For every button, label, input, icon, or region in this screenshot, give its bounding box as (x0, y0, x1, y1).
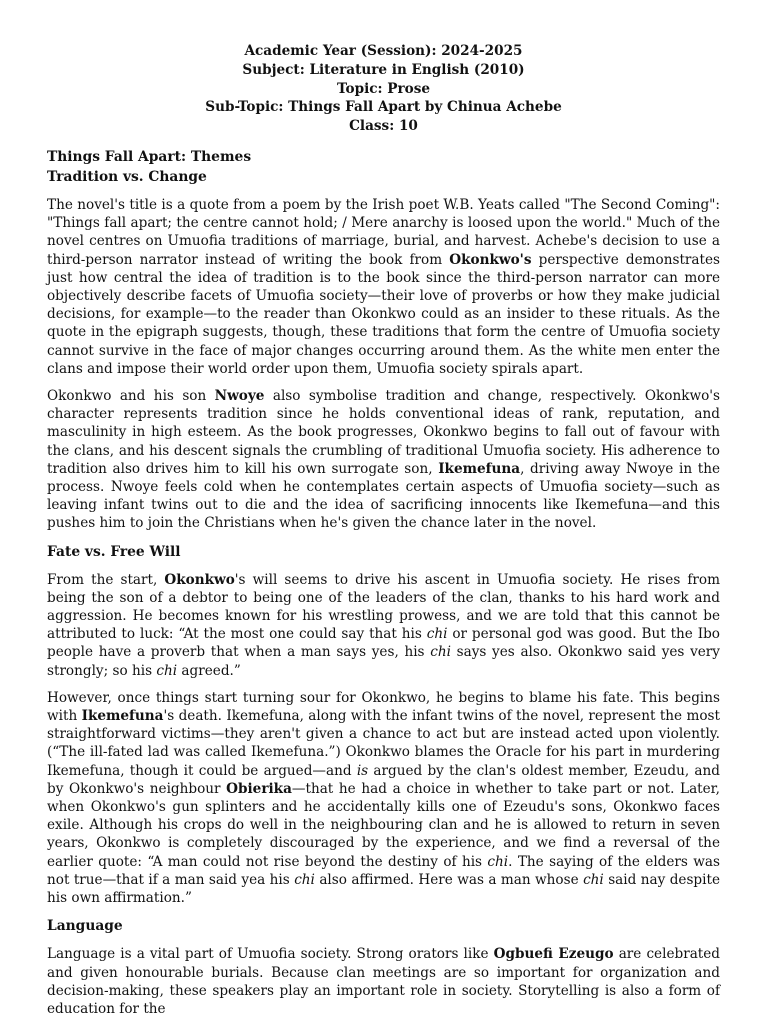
topic: Topic: Prose (336, 80, 431, 97)
name-nwoye: Nwoye (214, 388, 265, 405)
paragraph-fate-1: From the start, Okonkwo's will seems to drive his ascent in Umuofia society. He rises from being the son of a debtor to being one of the leaders of the clan, thanks to his hard work and aggression. He becomes known for his wrestling prowess, and we are told that this cannot be attributed to luck: “At the most one could say that his chi or personal god was good. But the Ibo people have a proverb that when a man says yes, his chi says yes also. Okonkwo said yes very strongly; so his chi agreed.” (47, 571, 720, 679)
name-okonkwo: Okonkwo (164, 571, 235, 588)
sub-topic: Sub-Topic: Things Fall Apart by Chinua Achebe (205, 99, 562, 116)
document-header (47, 42, 720, 136)
paragraph-tradition-2: Okonkwo and his son Nwoye also symbolise tradition and change, respectively. Okonkwo's character represents tradition since he holds conventional ideas of rank, reputation, and masculinity in high esteem. As the book progresses, Okonkwo begins to fall out of favour with the clans, and his descent signals the crumbling of traditional Umuofia society. His adherence to tradition also drives him to kill his own surrogate son, Ikemefuna, driving away Nwoye in the process. Nwoye feels cold when he contemplates certain aspects of Umuofia society—such as leaving infant twins out to die and the idea of sacrificing innocents like Ikemefuna—and this pushes him to join the Christians when he's given the chance later in the novel. (47, 388, 720, 532)
section-title-fate: Fate vs. Free Will (47, 543, 181, 560)
paragraph-language-1: Language is a vital part of Umuofia society. Strong orators like Ogbuefi Ezeugo are celebrated and given honourable burials. Because clan meetings are so important for organization and decision-making, these speakers play an important role in society. Storytelling is also a form of education for the (47, 946, 721, 1017)
name-ogbuefi-ezeugo: Ogbuefi Ezeugo (493, 946, 614, 963)
name-ikemefuna: Ikemefuna (438, 460, 521, 477)
name-ikemefuna: Ikemefuna (81, 708, 164, 725)
paragraph-tradition-1: The novel's title is a quote from a poem by the Irish poet W.B. Yeats called "The Second Coming": "Things fall apart; the centre cannot hold; / Mere anarchy is loosed upon the world." Much of the novel centres on Umuofia traditions of marriage, burial, and harvest. Achebe's decision to use a third-person narrator instead of writing the book from Okonkwo's perspective demonstrates just how central the idea of tradition is to the book since the third-person narrator can more objectively describe facets of Umuofia society—their love of proverbs or how they make judicial decisions, for example—to the reader than Okonkwo could as an insider to these rituals. As the quote in the epigraph suggests, though, these traditions that form the centre of Umuofia society cannot survive in the face of major changes occurring around them. As the white men enter the clans and impose their world order upon them, Umuofia society spirals apart. (47, 196, 720, 377)
class: Class: 10 (349, 118, 418, 135)
name-obierika: Obierika (226, 780, 292, 797)
subject: Subject: Literature in English (2010) (242, 61, 525, 78)
name-okonkwo: Okonkwo's (449, 251, 532, 268)
document-title: Things Fall Apart: Themes (47, 148, 252, 165)
paragraph-fate-2: However, once things start turning sour for Okonkwo, he begins to blame his fate. This begins with Ikemefuna's death. Ikemefuna, along with the infant twins of the novel, represent the most straightforward victims—they aren't given a chance to act but are instead acted upon violently. (“The ill-fated lad was called Ikemefuna.”) Okonkwo blames the Oracle for his part in murdering Ikemefuna, though it could be argued—and is argued by the clan's oldest member, Ezeudu, and by Okonkwo's neighbour Obierika—that he had a choice in whether to take part or not. Later, when Okonkwo's gun splinters and he accidentally kills one of Ezeudu's sons, Okonkwo faces exile. Although his crops do well in the neighbouring clan and he is allowed to return in seven years, Okonkwo is completely discouraged by the experience, and we find a reversal of the earlier quote: “A man could not rise beyond the destiny of his chi. The saying of the elders was not true—that if a man said yea his chi also affirmed. Here was a man whose chi said nay despite his own affirmation.” (47, 689, 721, 907)
academic-year: Academic Year (Session): 2024-2025 (244, 43, 523, 59)
section-title-language: Language (47, 918, 123, 935)
section-title-tradition: Tradition vs. Change (47, 168, 207, 185)
